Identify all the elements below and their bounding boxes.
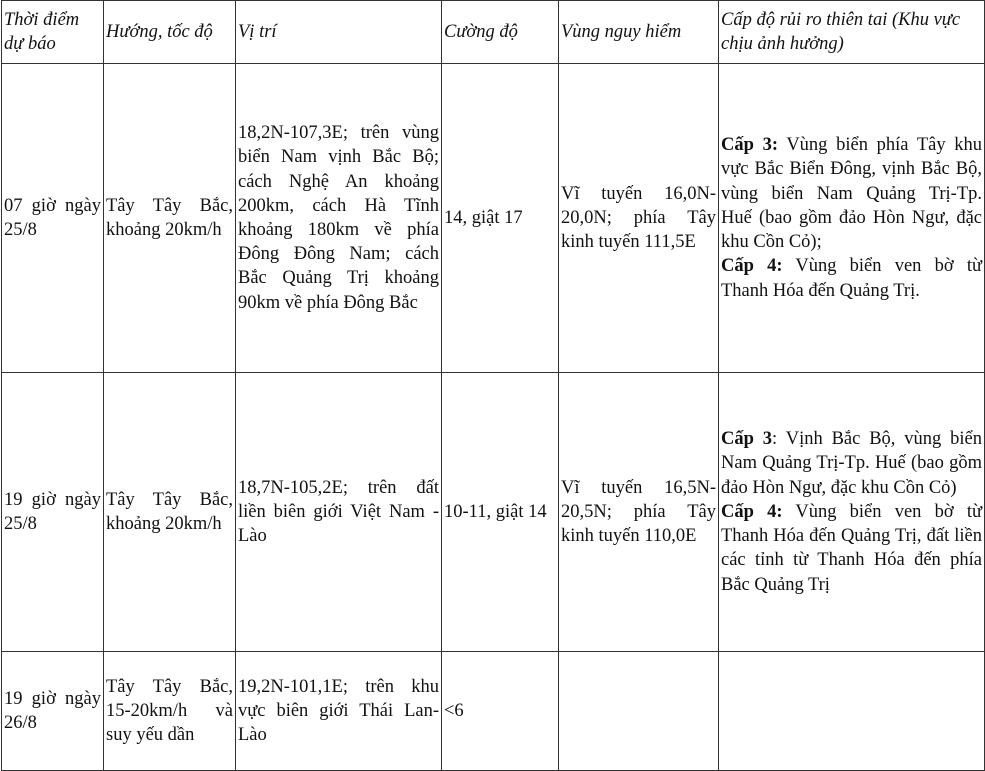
cell-danger-zone: Vĩ tuyến 16,5N-20,5N; phía Tây kinh tuyến 110,0E (559, 373, 719, 652)
cell-danger-zone (559, 652, 719, 771)
cell-direction: Tây Tây Bắc, 15-20km/h và suy yếu dần (104, 652, 236, 771)
header-row (2, 1, 985, 64)
header-intensity: Cường độ (442, 1, 559, 64)
risk-entry (721, 133, 982, 254)
risk-level-label: Cấp 4: (721, 256, 783, 277)
cell-danger-zone: Vĩ tuyến 16,0N-20,0N; phía Tây kinh tuyến 111,5E (559, 64, 719, 373)
cell-time: 19 giờ ngày 25/8 (2, 373, 104, 652)
cell-intensity: 10-11, giật 14 (442, 373, 559, 652)
risk-level-label: Cấp 4: (721, 501, 783, 522)
table-row (2, 373, 985, 652)
header-danger-zone: Vùng nguy hiểm (559, 1, 719, 64)
cell-position: 19,2N-101,1E; trên khu vực biên giới Thái Lan-Lào (236, 652, 442, 771)
cell-risk-level (719, 64, 985, 373)
cell-position: 18,7N-105,2E; trên đất liền biên giới Việt Nam - Lào (236, 373, 442, 652)
cell-intensity: <6 (442, 652, 559, 771)
header-position: Vị trí (236, 1, 442, 64)
risk-area-text: Vùng biển phía Tây khu vực Bắc Biển Đông, vịnh Bắc Bộ, vùng biển Nam Quảng Trị-Tp. Huế (bao gồm đảo Hòn Ngư, đặc khu Cồn Cỏ); (721, 135, 982, 253)
cell-time: 07 giờ ngày 25/8 (2, 64, 104, 373)
table-row (2, 652, 985, 771)
cell-time: 19 giờ ngày 26/8 (2, 652, 104, 771)
cell-risk-level (719, 652, 985, 771)
cell-risk-level (719, 373, 985, 652)
table-row (2, 64, 985, 373)
header-risk-level: Cấp độ rủi ro thiên tai (Khu vực chịu ảnh hưởng) (719, 1, 985, 64)
risk-level-label: Cấp 3: (721, 135, 778, 156)
header-time: Thời điểm dự báo (2, 1, 104, 64)
header-direction: Hướng, tốc độ (104, 1, 236, 64)
risk-entry (721, 500, 982, 597)
cell-intensity: 14, giật 17 (442, 64, 559, 373)
risk-area-text: : Vịnh Bắc Bộ, vùng biển Nam Quảng Trị-Tp. Huế (bao gồm đảo Hòn Ngư, đặc khu Cồn Cỏ) (721, 429, 982, 498)
risk-area-text: Vùng biển ven bờ từ Thanh Hóa đến Quảng Trị, đất liền các tỉnh từ Thanh Hóa đến phía Bắc Quảng Trị (721, 501, 982, 595)
cell-direction: Tây Tây Bắc, khoảng 20km/h (104, 64, 236, 373)
risk-entry (721, 254, 982, 302)
cell-direction: Tây Tây Bắc, khoảng 20km/h (104, 373, 236, 652)
risk-entry (721, 427, 982, 500)
risk-level-label: Cấp 3 (721, 429, 773, 450)
forecast-table (1, 0, 985, 771)
risk-area-text: Vùng biển ven bờ từ Thanh Hóa đến Quảng Trị. (721, 256, 982, 301)
cell-position: 18,2N-107,3E; trên vùng biển Nam vịnh Bắc Bộ; cách Nghệ An khoảng 200km, cách Hà Tĩnh khoảng 180km về phía Đông Đông Nam; cách Bắc Quảng Trị khoảng 90km về phía Đông Bắc (236, 64, 442, 373)
